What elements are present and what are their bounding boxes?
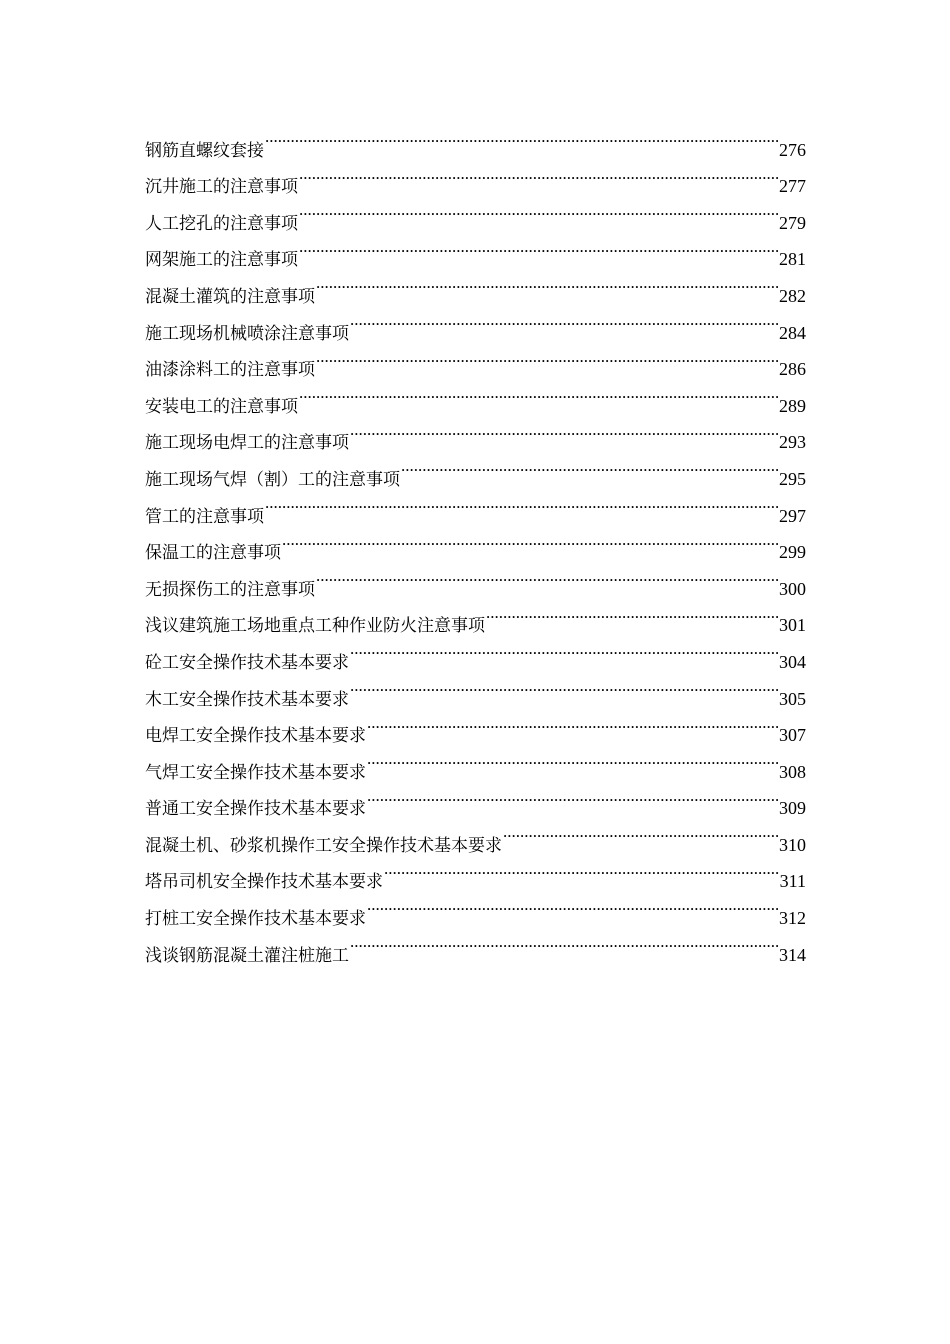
- toc-dot-leader: [366, 705, 778, 742]
- toc-dot-leader: [400, 448, 778, 485]
- toc-entry-page: 277: [779, 176, 806, 197]
- toc-entry-page: 307: [779, 725, 806, 746]
- toc-dot-leader: [485, 595, 778, 632]
- toc-dot-leader: [281, 522, 778, 559]
- toc-entry-page: 299: [779, 542, 806, 563]
- toc-entry-page: 284: [779, 322, 806, 343]
- toc-entry-title: 混凝土灌筑的注意事项: [145, 286, 315, 307]
- toc-dot-leader: [349, 668, 778, 705]
- toc-entry-page: 311: [779, 871, 806, 892]
- toc-entry-page: 282: [779, 285, 806, 306]
- toc-dot-leader: [264, 119, 778, 156]
- toc-entry-title: 钢筋直螺纹套接: [145, 140, 264, 161]
- toc-entry-title: 油漆涂料工的注意事项: [145, 360, 315, 381]
- toc-entry-title: 人工挖孔的注意事项: [145, 213, 298, 234]
- toc-entry-title: 气焊工安全操作技术基本要求: [145, 762, 366, 783]
- toc-entry-page: 281: [779, 249, 806, 270]
- toc-entry-page: 300: [779, 578, 806, 599]
- toc-dot-leader: [298, 375, 778, 412]
- toc-entry-title: 砼工安全操作技术基本要求: [145, 652, 349, 673]
- toc-entry-title: 安装电工的注意事项: [145, 396, 298, 417]
- toc-entry-page: 276: [779, 139, 806, 160]
- toc-dot-leader: [366, 778, 778, 815]
- toc-entry-page: 279: [779, 212, 806, 233]
- table-of-contents: [145, 119, 806, 966]
- toc-entry-title: 施工现场电焊工的注意事项: [145, 433, 349, 454]
- toc-dot-leader: [298, 192, 778, 229]
- toc-dot-leader: [383, 851, 779, 888]
- toc-entry-page: 295: [779, 468, 806, 489]
- toc-entry-title: 混凝土机、砂浆机操作工安全操作技术基本要求: [145, 835, 502, 856]
- toc-entry-page: 305: [779, 688, 806, 709]
- toc-dot-leader: [502, 814, 778, 851]
- toc-entry-title: 网架施工的注意事项: [145, 250, 298, 271]
- toc-dot-leader: [366, 741, 778, 778]
- toc-entry-page: 310: [779, 834, 806, 855]
- toc-entry[interactable]: [145, 119, 806, 161]
- toc-entry-title: 打桩工安全操作技术基本要求: [145, 909, 366, 930]
- toc-entry-page: 301: [779, 615, 806, 636]
- toc-entry-title: 无损探伤工的注意事项: [145, 579, 315, 600]
- toc-dot-leader: [315, 265, 778, 302]
- toc-dot-leader: [264, 485, 778, 522]
- toc-entry-page: 293: [779, 432, 806, 453]
- toc-entry-title: 普通工安全操作技术基本要求: [145, 799, 366, 820]
- toc-entry-title: 沉井施工的注意事项: [145, 177, 298, 198]
- toc-dot-leader: [298, 156, 778, 193]
- toc-entry-title: 管工的注意事项: [145, 506, 264, 527]
- toc-dot-leader: [349, 302, 778, 339]
- toc-dot-leader: [315, 339, 778, 376]
- toc-entry-page: 286: [779, 359, 806, 380]
- toc-entry-page: 308: [779, 761, 806, 782]
- toc-entry-title: 施工现场机械喷涂注意事项: [145, 323, 349, 344]
- toc-entry-title: 浅议建筑施工场地重点工种作业防火注意事项: [145, 616, 485, 637]
- toc-entry-page: 289: [779, 395, 806, 416]
- toc-entry-title: 浅谈钢筋混凝土灌注桩施工: [145, 945, 349, 966]
- toc-entry-page: 312: [779, 908, 806, 929]
- toc-dot-leader: [315, 558, 778, 595]
- toc-dot-leader: [349, 412, 778, 449]
- toc-entry-page: 309: [779, 798, 806, 819]
- toc-dot-leader: [298, 229, 778, 266]
- toc-entry-title: 电焊工安全操作技术基本要求: [145, 726, 366, 747]
- toc-dot-leader: [349, 924, 778, 961]
- toc-entry-page: 304: [779, 651, 806, 672]
- toc-entry-title: 保温工的注意事项: [145, 543, 281, 564]
- toc-entry-title: 施工现场气焊（割）工的注意事项: [145, 469, 400, 490]
- toc-entry-page: 297: [779, 505, 806, 526]
- toc-dot-leader: [349, 631, 778, 668]
- toc-entry-title: 塔吊司机安全操作技术基本要求: [145, 872, 383, 893]
- toc-entry-title: 木工安全操作技术基本要求: [145, 689, 349, 710]
- toc-dot-leader: [366, 887, 778, 924]
- toc-entry-page: 314: [779, 944, 806, 965]
